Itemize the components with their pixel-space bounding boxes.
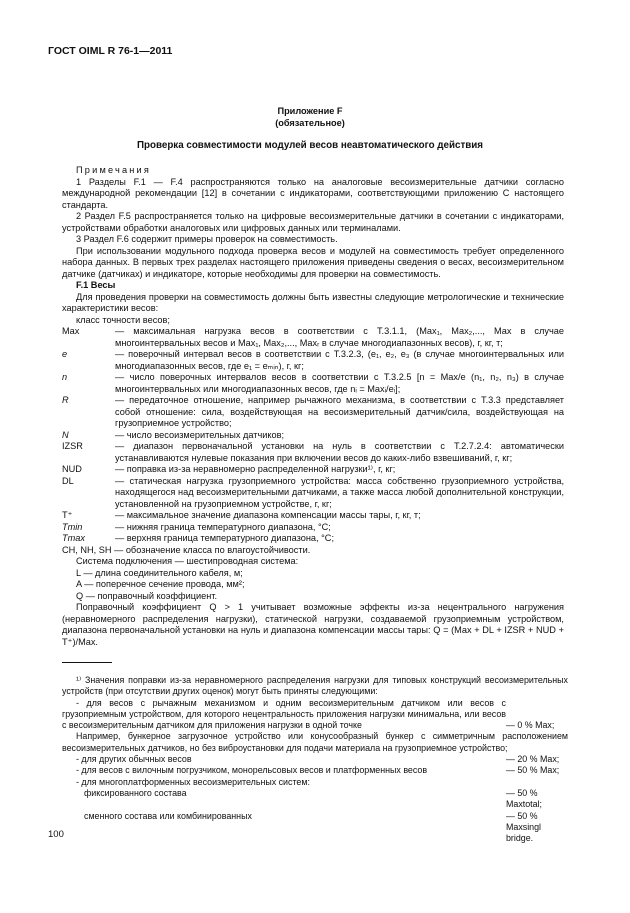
footnote-p8: сменного состава или комбинированных — 50 % Maxsingl bridge. — [84, 810, 542, 844]
footnote-rule — [62, 662, 112, 663]
note-1: 1 Разделы F.1 — F.4 распространяются только на аналоговые весоизмерительные датчики согласно международной рекомендации [12] в сочетании с индикаторами, соответствующими приложению С настоящего стандарта. — [62, 176, 564, 210]
conn-q: Q — поправочный коэффициент. — [76, 590, 218, 601]
footnote-p3: Например, бункерное загрузочное устройство или конусообразный бункер с симметричным расположением весоизмерительных датчиков, но без виброустановки для подачи материала на грузоприемное устройство; — [62, 731, 568, 753]
footnote-p2: - для весов с рычажным механизмом и одним весоизмерительным датчиком или весов с грузоприемным устройством, для которого нецентральность приложения нагрузки минимальна, или весов с весоизмерительным датчиком для приложения нагрузки в одной точке — 0 % Max; — [62, 697, 555, 731]
footnote-p7: фиксированного состава — 50 % Maxtotal; — [84, 787, 543, 810]
appendix-subtitle: (обязательное) — [275, 118, 345, 128]
section-heading: F.1 Весы — [76, 280, 116, 290]
def-tmin: Tmin — нижняя граница температурного диапазона, °С; — [62, 521, 331, 532]
appendix-title: Приложение F — [277, 106, 343, 116]
def-n: n — число поверочных интервалов весов в соответствии с Т.3.2.5 [n = Max/e (n₁, n₂, n₃) в случае многоинтервальных или многодиапазонных весов, где nᵢ = Maxᵢ/eᵢ]; — [62, 372, 564, 394]
footnote-p4: - для других обычных весов — 20 % Max; — [76, 754, 560, 765]
conn-a: A — поперечное сечение провода, мм²; — [76, 579, 245, 589]
def-izsr: IZSR — диапазон первоначальной установки на нуль в соответствии с Т.2.7.2.4: автоматически устанавливаются нулевые показания при включении весов до каких-либо взвешиваний, г, кг; — [62, 441, 564, 463]
footnote-p6: - для многоплатформенных весоизмерительных систем: — [76, 776, 310, 787]
def-max: Max — максимальная нагрузка весов в соответствии с Т.3.1.1, (Max₁, Max₂,..., Max в случае многоинтервальных весов и Max₁, Max₂,..., Maxᵣ в случае многодиапазонных весов), г, кг, т; — [62, 326, 564, 348]
notes-heading: Примечания — [76, 165, 152, 175]
notes-block — [62, 165, 564, 648]
accuracy-class: класс точности весов; — [76, 314, 170, 325]
def-r: R — передаточное отношение, например рычажного механизма, в соответствии с Т.3.3 представляет собой отношение: сила, воздействующая на весоизмерительный датчик/сила, воздействующая на грузоприемное устройство; — [62, 395, 564, 428]
intro-paragraph: При использовании модульного подхода проверка весов и модулей на совместимость требует определенного набора данных. В первых трех разделах настоящего приложения приведены сведения о весах, весоизмерительном датчике (датчиках) и индикаторе, которые необходимы для проверки на совместимость. — [62, 245, 564, 279]
section-intro: Для проведения проверки на совместимость должны быть известны следующие метрологические и технические характеристики весов: — [62, 291, 564, 313]
footnote-p1: ¹⁾ Значения поправки из-за неравномерного распределения нагрузки для типовых конструкций весоизмерительных устройств (при отсутствии других оценок) могут быть приняты следующими: — [62, 675, 568, 697]
note-2: 2 Раздел F.5 распространяется только на цифровые весоизмерительные датчики в сочетании с индикаторами, устройствами обработки аналоговых или цифровых данных или терминалами. — [62, 211, 564, 233]
def-tmax: Tmax — верхняя граница температурного диапазона, °С; — [62, 533, 334, 543]
correction-paragraph: Поправочный коэффициент Q > 1 учитывает возможные эффекты из-за нецентрального нагружения (неравномерного распределения нагрузки), статической нагрузки, создаваемой грузоприемным устройством, диапазона первоначальной установки на нуль и диапазона компенсации массы тары: Q = (Max + DL + IZSR + NUD + T⁺)/Max. — [62, 602, 564, 647]
main-title: Проверка совместимости модулей весов неавтоматического действия — [136, 140, 484, 151]
def-dl: DL — статическая нагрузка грузоприемного устройства: масса собственно грузоприемного устройства, находящегося над весоизмерительными датчиками, а также масса любой дополнительной конструкции, установленной на грузоприемном устройстве, г, кг; — [62, 475, 564, 509]
def-ch: CH, NH, SH — обозначение класса по влагоустойчивости. — [62, 544, 311, 555]
document-header: ГОСТ OIML R 76-1—2011 — [48, 45, 173, 57]
footnote-block — [62, 675, 568, 844]
note-3: 3 Раздел F.6 содержит примеры проверок на совместимость. — [76, 234, 338, 244]
conn-l: L — длина соединительного кабеля, м; — [76, 567, 243, 578]
page-number: 100 — [48, 829, 64, 840]
def-e: e — поверочный интервал весов в соответствии с Т.3.2.3, (e₁, e₂, e₃ (в случае многоинтервальных или многодиапазонных весов, где e₁ = eₘᵢₙ), г, кг; — [62, 349, 564, 371]
def-nud: NUD — поправка из-за неравномерно распределенной нагрузки¹⁾, г, кг; — [62, 464, 396, 474]
conn-title: Система подключения — шестипроводная система: — [76, 556, 299, 566]
def-nn: N — число весоизмерительных датчиков; — [62, 429, 285, 440]
def-tplus: T⁺ — максимальное значение диапазона компенсации массы тары, г, кг, т; — [62, 510, 421, 520]
footnote-p5: - для весов с вилочным погрузчиком, монорельсовых весов и платформенных весов — 50 % Max; — [76, 765, 560, 776]
